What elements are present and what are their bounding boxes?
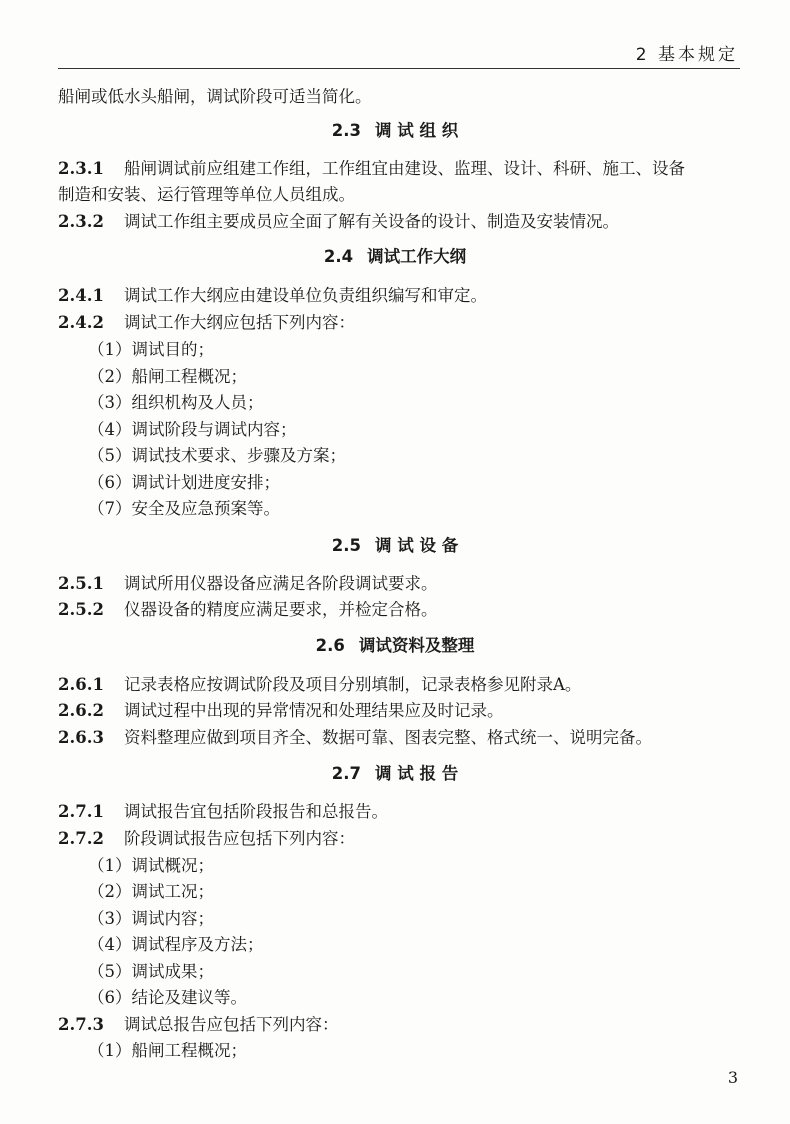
clause-2-6-2 (58, 700, 504, 722)
list-item: （5）调试成果； (88, 962, 214, 981)
clause-text: 调试总报告应包括下列内容： (124, 1015, 339, 1034)
clause-number: 2.4.1 (58, 286, 104, 305)
section-heading-2-5 (0, 535, 790, 557)
clause-2-7-3 (58, 1014, 339, 1036)
clause-number: 2.5.1 (58, 574, 104, 593)
section-heading-2-3 (0, 120, 790, 142)
running-header: 2 基本规定 (635, 45, 738, 65)
list-item: （4）调试阶段与调试内容； (88, 420, 297, 439)
section-title: 调试工作大纲 (367, 247, 467, 266)
clause-2-3-2 (58, 211, 619, 233)
list-item: （4）调试程序及方法； (88, 935, 264, 954)
continuation-text: 船闸或低水头船闸，调试阶段可适当简化。 (58, 87, 372, 106)
clause-text: 调试过程中出现的异常情况和处理结果应及时记录。 (124, 701, 504, 720)
section-title: 调 试 设 备 (375, 536, 459, 555)
clause-number: 2.7.2 (58, 829, 104, 848)
page-number: 3 (727, 1068, 738, 1087)
header-rule (58, 68, 740, 69)
section-number: 2.5 (331, 536, 361, 555)
section-number: 2.4 (323, 247, 354, 266)
clause-2-5-1 (58, 573, 438, 595)
section-title: 调 试 报 告 (375, 764, 459, 783)
clause-text: 仪器设备的精度应满足要求，并检定合格。 (124, 600, 438, 619)
clause-text: 调试工作大纲应由建设单位负责组织编写和审定。 (124, 286, 487, 305)
clause-2-7-2 (58, 828, 355, 850)
list-item: （7）安全及应急预案等。 (88, 499, 280, 518)
clause-number: 2.6.1 (58, 675, 104, 694)
section-title: 调试资料及整理 (358, 636, 475, 655)
list-item: （1）船闸工程概况； (88, 1041, 247, 1060)
clause-text: 调试工作大纲应包括下列内容： (124, 313, 355, 332)
list-item: （1）调试概况； (88, 856, 214, 875)
clause-number: 2.5.2 (58, 600, 104, 619)
clause-2-3-1 (58, 158, 685, 180)
clause-2-3-1-cont: 制造和安装、运行管理等单位人员组成。 (58, 185, 355, 204)
section-number: 2.7 (331, 764, 361, 783)
clause-text: 调试所用仪器设备应满足各阶段调试要求。 (124, 574, 438, 593)
clause-2-4-1 (58, 285, 487, 307)
list-item: （6）调试计划进度安排； (88, 473, 280, 492)
clause-text: 阶段调试报告应包括下列内容： (124, 829, 355, 848)
list-item: （5）调试技术要求、步骤及方案； (88, 446, 346, 465)
clause-number: 2.3.1 (58, 159, 104, 178)
clause-number: 2.4.2 (58, 313, 104, 332)
section-heading-2-6 (0, 635, 790, 657)
clause-2-6-3 (58, 727, 652, 749)
clause-text: 调试工作组主要成员应全面了解有关设备的设计、制造及安装情况。 (124, 212, 619, 231)
clause-number: 2.6.3 (58, 728, 104, 747)
clause-2-7-1 (58, 801, 388, 823)
list-item: （3）组织机构及人员； (88, 393, 264, 412)
clause-text: 记录表格应按调试阶段及项目分别填制，记录表格参见附录A。 (124, 675, 582, 694)
list-item: （1）调试目的； (88, 340, 214, 359)
clause-2-4-2 (58, 312, 355, 334)
clause-number: 2.6.2 (58, 701, 104, 720)
list-item: （2）船闸工程概况； (88, 367, 247, 386)
section-heading-2-7 (0, 763, 790, 785)
section-heading-2-4 (0, 246, 790, 268)
clause-text: 调试报告宜包括阶段报告和总报告。 (124, 802, 388, 821)
list-item: （6）结论及建议等。 (88, 988, 247, 1007)
clause-number: 2.7.1 (58, 802, 104, 821)
clause-2-6-1 (58, 674, 581, 696)
clause-number: 2.7.3 (58, 1015, 104, 1034)
section-number: 2.6 (315, 636, 345, 655)
section-number: 2.3 (331, 121, 361, 140)
list-item: （2）调试工况； (88, 882, 214, 901)
clause-text: 资料整理应做到项目齐全、数据可靠、图表完整、格式统一、说明完备。 (124, 728, 652, 747)
list-item: （3）调试内容； (88, 909, 214, 928)
section-title: 调 试 组 织 (375, 121, 459, 140)
clause-text: 船闸调试前应组建工作组，工作组宜由建设、监理、设计、科研、施工、设备 (124, 159, 685, 178)
clause-2-5-2 (58, 599, 438, 621)
clause-number: 2.3.2 (58, 212, 104, 231)
